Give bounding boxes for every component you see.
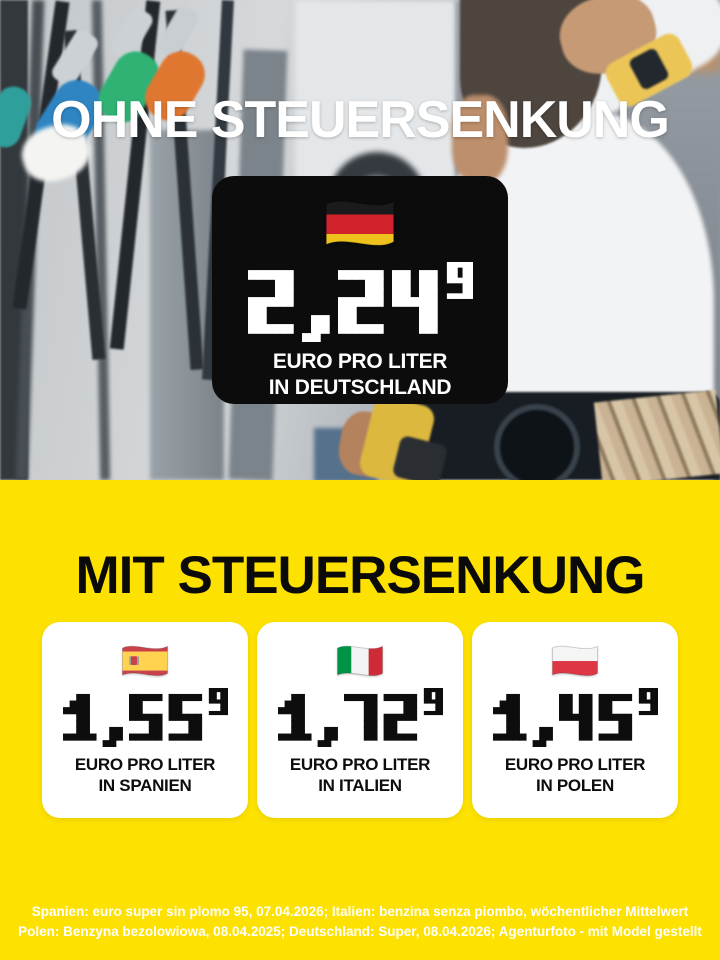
title-ohne-steuersenkung: OHNE STEUERSENKUNG <box>51 91 669 149</box>
poland-price-label <box>505 754 645 796</box>
germany-price-label <box>269 349 451 401</box>
title-mit-steuersenkung: MIT STEUERSENKUNG <box>75 546 645 605</box>
italy-label-line1: EURO PRO LITER <box>289 754 431 774</box>
italy-label-line2: IN ITALIEN <box>318 775 402 795</box>
poland-price-value <box>493 688 658 747</box>
italy-price-card <box>257 622 463 818</box>
spain-price-card <box>42 622 248 818</box>
germany-price-value <box>248 262 473 342</box>
photo-fuel-door <box>494 404 580 480</box>
photo-fuel-flap-inside <box>594 390 720 480</box>
source-line-1: Spanien: euro super sin plomo 95, 07.04.2026; Italien: benzina senza piombo, wöchentlicher Mittelwert <box>31 904 689 919</box>
source-line-2: Polen: Benzyna bezolowiowa, 08.04.2025; Deutschland: Super, 08.04.2026; Agenturfoto - mit Model gestellt <box>18 924 702 939</box>
poland-flag-icon <box>549 642 601 680</box>
italy-price-value <box>278 688 443 747</box>
germany-flag-icon <box>321 195 399 252</box>
poland-price-card <box>472 622 678 818</box>
poland-label-line1: EURO PRO LITER <box>504 754 646 774</box>
poland-label-line2: IN POLEN <box>536 775 614 795</box>
germany-label-line2: IN DEUTSCHLAND <box>268 376 452 400</box>
spain-flag-icon <box>119 642 171 680</box>
germany-price-card <box>212 176 508 404</box>
italy-price-label <box>290 754 430 796</box>
italy-flag-icon <box>334 642 386 680</box>
germany-label-line1: EURO PRO LITER <box>272 350 448 374</box>
source-footnote <box>0 902 720 942</box>
spain-price-label <box>75 754 215 796</box>
spain-price-value <box>63 688 228 747</box>
spain-label-line2: IN SPANIEN <box>98 775 192 795</box>
spain-label-line1: EURO PRO LITER <box>74 754 216 774</box>
